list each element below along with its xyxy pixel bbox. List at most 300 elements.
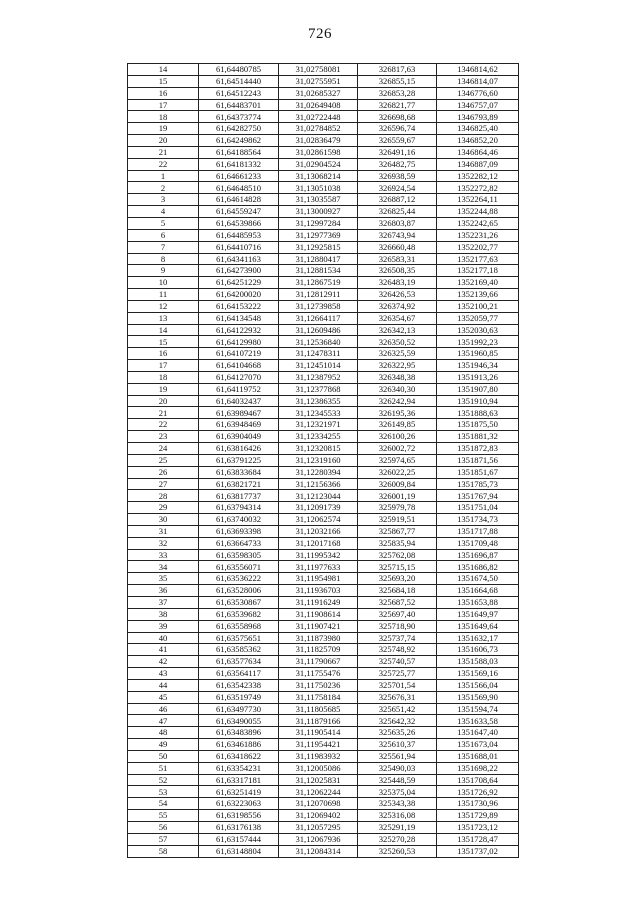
x-coordinate-cell: 325676,31 bbox=[358, 691, 437, 703]
longitude-cell: 31,12867519 bbox=[279, 277, 358, 289]
longitude-cell: 31,11755476 bbox=[279, 668, 358, 680]
x-coordinate-cell: 326743,94 bbox=[358, 229, 437, 241]
table-row bbox=[128, 135, 519, 147]
table-row bbox=[128, 478, 519, 490]
point-number-cell: 41 bbox=[128, 644, 199, 656]
table-row bbox=[128, 774, 519, 786]
y-coordinate-cell: 1351632,17 bbox=[437, 632, 519, 644]
table-row bbox=[128, 786, 519, 798]
longitude-cell: 31,12386355 bbox=[279, 395, 358, 407]
table-row bbox=[128, 253, 519, 265]
y-coordinate-cell: 1351737,02 bbox=[437, 845, 519, 857]
table-row bbox=[128, 99, 519, 111]
y-coordinate-cell: 1351726,92 bbox=[437, 786, 519, 798]
latitude-cell: 61,64251229 bbox=[199, 277, 279, 289]
x-coordinate-cell: 326483,19 bbox=[358, 277, 437, 289]
longitude-cell: 31,12321971 bbox=[279, 419, 358, 431]
y-coordinate-cell: 1352169,40 bbox=[437, 277, 519, 289]
point-number-cell: 30 bbox=[128, 514, 199, 526]
longitude-cell: 31,12025831 bbox=[279, 774, 358, 786]
x-coordinate-cell: 326340,30 bbox=[358, 383, 437, 395]
point-number-cell: 46 bbox=[128, 703, 199, 715]
y-coordinate-cell: 1351649,64 bbox=[437, 620, 519, 632]
table-row bbox=[128, 668, 519, 680]
table-row bbox=[128, 241, 519, 253]
latitude-cell: 61,63577634 bbox=[199, 656, 279, 668]
x-coordinate-cell: 325748,92 bbox=[358, 644, 437, 656]
longitude-cell: 31,12345533 bbox=[279, 407, 358, 419]
y-coordinate-cell: 1351674,50 bbox=[437, 573, 519, 585]
y-coordinate-cell: 1351729,89 bbox=[437, 810, 519, 822]
point-number-cell: 16 bbox=[128, 348, 199, 360]
point-number-cell: 54 bbox=[128, 798, 199, 810]
longitude-cell: 31,12067936 bbox=[279, 833, 358, 845]
table-row bbox=[128, 703, 519, 715]
table-row bbox=[128, 229, 519, 241]
y-coordinate-cell: 1352242,65 bbox=[437, 217, 519, 229]
table-row bbox=[128, 502, 519, 514]
latitude-cell: 61,64661233 bbox=[199, 170, 279, 182]
table-row bbox=[128, 585, 519, 597]
table-row bbox=[128, 324, 519, 336]
longitude-cell: 31,11916249 bbox=[279, 596, 358, 608]
latitude-cell: 61,64539866 bbox=[199, 217, 279, 229]
longitude-cell: 31,12091739 bbox=[279, 502, 358, 514]
point-number-cell: 16 bbox=[128, 87, 199, 99]
y-coordinate-cell: 1346887,09 bbox=[437, 158, 519, 170]
latitude-cell: 61,64127070 bbox=[199, 371, 279, 383]
longitude-cell: 31,02758081 bbox=[279, 64, 358, 76]
x-coordinate-cell: 325684,18 bbox=[358, 585, 437, 597]
coordinates-table-body bbox=[128, 64, 519, 858]
latitude-cell: 61,63791225 bbox=[199, 454, 279, 466]
latitude-cell: 61,63817737 bbox=[199, 490, 279, 502]
latitude-cell: 61,63157444 bbox=[199, 833, 279, 845]
y-coordinate-cell: 1351569,16 bbox=[437, 668, 519, 680]
table-row bbox=[128, 656, 519, 668]
latitude-cell: 61,64480785 bbox=[199, 64, 279, 76]
table-row bbox=[128, 336, 519, 348]
longitude-cell: 31,02649408 bbox=[279, 99, 358, 111]
longitude-cell: 31,11790667 bbox=[279, 656, 358, 668]
latitude-cell: 61,63740032 bbox=[199, 514, 279, 526]
longitude-cell: 31,02755951 bbox=[279, 75, 358, 87]
latitude-cell: 61,63816426 bbox=[199, 443, 279, 455]
longitude-cell: 31,12123044 bbox=[279, 490, 358, 502]
x-coordinate-cell: 326002,72 bbox=[358, 443, 437, 455]
y-coordinate-cell: 1351851,67 bbox=[437, 466, 519, 478]
x-coordinate-cell: 325701,54 bbox=[358, 679, 437, 691]
y-coordinate-cell: 1351673,04 bbox=[437, 739, 519, 751]
x-coordinate-cell: 326322,95 bbox=[358, 360, 437, 372]
point-number-cell: 9 bbox=[128, 265, 199, 277]
y-coordinate-cell: 1346864,46 bbox=[437, 146, 519, 158]
x-coordinate-cell: 325270,28 bbox=[358, 833, 437, 845]
latitude-cell: 61,63833684 bbox=[199, 466, 279, 478]
longitude-cell: 31,13051038 bbox=[279, 182, 358, 194]
x-coordinate-cell: 326022,25 bbox=[358, 466, 437, 478]
point-number-cell: 37 bbox=[128, 596, 199, 608]
point-number-cell: 1 bbox=[128, 170, 199, 182]
latitude-cell: 61,63530867 bbox=[199, 596, 279, 608]
table-row bbox=[128, 691, 519, 703]
y-coordinate-cell: 1352272,82 bbox=[437, 182, 519, 194]
point-number-cell: 3 bbox=[128, 194, 199, 206]
y-coordinate-cell: 1351913,26 bbox=[437, 371, 519, 383]
x-coordinate-cell: 325375,04 bbox=[358, 786, 437, 798]
x-coordinate-cell: 325291,19 bbox=[358, 822, 437, 834]
y-coordinate-cell: 1351653,88 bbox=[437, 596, 519, 608]
point-number-cell: 40 bbox=[128, 632, 199, 644]
y-coordinate-cell: 1352177,18 bbox=[437, 265, 519, 277]
y-coordinate-cell: 1346757,07 bbox=[437, 99, 519, 111]
x-coordinate-cell: 326100,26 bbox=[358, 431, 437, 443]
x-coordinate-cell: 326149,85 bbox=[358, 419, 437, 431]
x-coordinate-cell: 326803,87 bbox=[358, 217, 437, 229]
x-coordinate-cell: 325725,77 bbox=[358, 668, 437, 680]
longitude-cell: 31,12070698 bbox=[279, 798, 358, 810]
table-row bbox=[128, 537, 519, 549]
table-row bbox=[128, 443, 519, 455]
point-number-cell: 42 bbox=[128, 656, 199, 668]
longitude-cell: 31,12084314 bbox=[279, 845, 358, 857]
longitude-cell: 31,12062244 bbox=[279, 786, 358, 798]
point-number-cell: 15 bbox=[128, 336, 199, 348]
point-number-cell: 14 bbox=[128, 324, 199, 336]
table-row bbox=[128, 727, 519, 739]
longitude-cell: 31,02836479 bbox=[279, 135, 358, 147]
longitude-cell: 31,11879166 bbox=[279, 715, 358, 727]
latitude-cell: 61,64648510 bbox=[199, 182, 279, 194]
longitude-cell: 31,12156366 bbox=[279, 478, 358, 490]
latitude-cell: 61,64410716 bbox=[199, 241, 279, 253]
longitude-cell: 31,12977369 bbox=[279, 229, 358, 241]
longitude-cell: 31,13068214 bbox=[279, 170, 358, 182]
x-coordinate-cell: 325448,59 bbox=[358, 774, 437, 786]
table-row bbox=[128, 206, 519, 218]
x-coordinate-cell: 325610,37 bbox=[358, 739, 437, 751]
point-number-cell: 7 bbox=[128, 241, 199, 253]
longitude-cell: 31,12664117 bbox=[279, 312, 358, 324]
x-coordinate-cell: 326583,31 bbox=[358, 253, 437, 265]
y-coordinate-cell: 1351751,04 bbox=[437, 502, 519, 514]
latitude-cell: 61,63564117 bbox=[199, 668, 279, 680]
point-number-cell: 23 bbox=[128, 431, 199, 443]
latitude-cell: 61,63598305 bbox=[199, 549, 279, 561]
y-coordinate-cell: 1346825,40 bbox=[437, 123, 519, 135]
longitude-cell: 31,11954981 bbox=[279, 573, 358, 585]
longitude-cell: 31,12997284 bbox=[279, 217, 358, 229]
x-coordinate-cell: 326821,77 bbox=[358, 99, 437, 111]
table-row bbox=[128, 360, 519, 372]
y-coordinate-cell: 1346776,60 bbox=[437, 87, 519, 99]
point-number-cell: 53 bbox=[128, 786, 199, 798]
y-coordinate-cell: 1351730,96 bbox=[437, 798, 519, 810]
x-coordinate-cell: 326482,75 bbox=[358, 158, 437, 170]
longitude-cell: 31,11873980 bbox=[279, 632, 358, 644]
y-coordinate-cell: 1351992,23 bbox=[437, 336, 519, 348]
table-row bbox=[128, 431, 519, 443]
y-coordinate-cell: 1351910,94 bbox=[437, 395, 519, 407]
y-coordinate-cell: 1351709,48 bbox=[437, 537, 519, 549]
table-row bbox=[128, 573, 519, 585]
longitude-cell: 31,12062574 bbox=[279, 514, 358, 526]
latitude-cell: 61,64188564 bbox=[199, 146, 279, 158]
table-row bbox=[128, 277, 519, 289]
x-coordinate-cell: 325697,40 bbox=[358, 608, 437, 620]
longitude-cell: 31,12005086 bbox=[279, 762, 358, 774]
table-row bbox=[128, 454, 519, 466]
x-coordinate-cell: 326559,67 bbox=[358, 135, 437, 147]
y-coordinate-cell: 1352177,63 bbox=[437, 253, 519, 265]
point-number-cell: 18 bbox=[128, 111, 199, 123]
point-number-cell: 17 bbox=[128, 99, 199, 111]
x-coordinate-cell: 325316,08 bbox=[358, 810, 437, 822]
longitude-cell: 31,12739858 bbox=[279, 300, 358, 312]
table-row bbox=[128, 644, 519, 656]
point-number-cell: 35 bbox=[128, 573, 199, 585]
point-number-cell: 29 bbox=[128, 502, 199, 514]
table-row bbox=[128, 64, 519, 76]
latitude-cell: 61,63176138 bbox=[199, 822, 279, 834]
latitude-cell: 61,63251419 bbox=[199, 786, 279, 798]
table-row bbox=[128, 561, 519, 573]
x-coordinate-cell: 326887,12 bbox=[358, 194, 437, 206]
y-coordinate-cell: 1351734,73 bbox=[437, 514, 519, 526]
y-coordinate-cell: 1346852,20 bbox=[437, 135, 519, 147]
point-number-cell: 2 bbox=[128, 182, 199, 194]
point-number-cell: 33 bbox=[128, 549, 199, 561]
x-coordinate-cell: 326924,54 bbox=[358, 182, 437, 194]
latitude-cell: 61,63542338 bbox=[199, 679, 279, 691]
latitude-cell: 61,64129980 bbox=[199, 336, 279, 348]
table-row bbox=[128, 289, 519, 301]
y-coordinate-cell: 1352139,66 bbox=[437, 289, 519, 301]
longitude-cell: 31,12881534 bbox=[279, 265, 358, 277]
y-coordinate-cell: 1352264,11 bbox=[437, 194, 519, 206]
point-number-cell: 44 bbox=[128, 679, 199, 691]
latitude-cell: 61,64119752 bbox=[199, 383, 279, 395]
table-row bbox=[128, 810, 519, 822]
latitude-cell: 61,63693398 bbox=[199, 525, 279, 537]
y-coordinate-cell: 1351606,73 bbox=[437, 644, 519, 656]
y-coordinate-cell: 1351633,58 bbox=[437, 715, 519, 727]
table-row bbox=[128, 348, 519, 360]
longitude-cell: 31,11758184 bbox=[279, 691, 358, 703]
y-coordinate-cell: 1352231,26 bbox=[437, 229, 519, 241]
table-row bbox=[128, 798, 519, 810]
longitude-cell: 31,11995342 bbox=[279, 549, 358, 561]
point-number-cell: 19 bbox=[128, 383, 199, 395]
point-number-cell: 43 bbox=[128, 668, 199, 680]
latitude-cell: 61,63223063 bbox=[199, 798, 279, 810]
y-coordinate-cell: 1351717,88 bbox=[437, 525, 519, 537]
y-coordinate-cell: 1346814,62 bbox=[437, 64, 519, 76]
point-number-cell: 4 bbox=[128, 206, 199, 218]
longitude-cell: 31,13035587 bbox=[279, 194, 358, 206]
table-row bbox=[128, 300, 519, 312]
point-number-cell: 56 bbox=[128, 822, 199, 834]
point-number-cell: 20 bbox=[128, 395, 199, 407]
x-coordinate-cell: 325635,26 bbox=[358, 727, 437, 739]
table-row bbox=[128, 514, 519, 526]
x-coordinate-cell: 325490,03 bbox=[358, 762, 437, 774]
latitude-cell: 61,64153222 bbox=[199, 300, 279, 312]
x-coordinate-cell: 326817,63 bbox=[358, 64, 437, 76]
table-row bbox=[128, 182, 519, 194]
y-coordinate-cell: 1352244,88 bbox=[437, 206, 519, 218]
point-number-cell: 13 bbox=[128, 312, 199, 324]
point-number-cell: 15 bbox=[128, 75, 199, 87]
y-coordinate-cell: 1351871,56 bbox=[437, 454, 519, 466]
latitude-cell: 61,64122932 bbox=[199, 324, 279, 336]
y-coordinate-cell: 1352100,21 bbox=[437, 300, 519, 312]
x-coordinate-cell: 326354,67 bbox=[358, 312, 437, 324]
x-coordinate-cell: 326325,59 bbox=[358, 348, 437, 360]
table-row bbox=[128, 762, 519, 774]
y-coordinate-cell: 1351723,12 bbox=[437, 822, 519, 834]
table-row bbox=[128, 739, 519, 751]
table-row bbox=[128, 715, 519, 727]
table-row bbox=[128, 419, 519, 431]
latitude-cell: 61,63904049 bbox=[199, 431, 279, 443]
longitude-cell: 31,12334255 bbox=[279, 431, 358, 443]
coordinates-table bbox=[127, 63, 519, 858]
longitude-cell: 31,12377868 bbox=[279, 383, 358, 395]
x-coordinate-cell: 325974,65 bbox=[358, 454, 437, 466]
latitude-cell: 61,64273900 bbox=[199, 265, 279, 277]
x-coordinate-cell: 326855,15 bbox=[358, 75, 437, 87]
point-number-cell: 51 bbox=[128, 762, 199, 774]
latitude-cell: 61,63575651 bbox=[199, 632, 279, 644]
point-number-cell: 39 bbox=[128, 620, 199, 632]
latitude-cell: 61,64181332 bbox=[199, 158, 279, 170]
longitude-cell: 31,12451014 bbox=[279, 360, 358, 372]
point-number-cell: 49 bbox=[128, 739, 199, 751]
point-number-cell: 5 bbox=[128, 217, 199, 229]
y-coordinate-cell: 1351647,40 bbox=[437, 727, 519, 739]
longitude-cell: 31,12320815 bbox=[279, 443, 358, 455]
point-number-cell: 26 bbox=[128, 466, 199, 478]
point-number-cell: 34 bbox=[128, 561, 199, 573]
y-coordinate-cell: 1351875,50 bbox=[437, 419, 519, 431]
latitude-cell: 61,63497730 bbox=[199, 703, 279, 715]
x-coordinate-cell: 326342,13 bbox=[358, 324, 437, 336]
latitude-cell: 61,63483896 bbox=[199, 727, 279, 739]
latitude-cell: 61,63664733 bbox=[199, 537, 279, 549]
latitude-cell: 61,63148804 bbox=[199, 845, 279, 857]
y-coordinate-cell: 1352202,77 bbox=[437, 241, 519, 253]
table-row bbox=[128, 620, 519, 632]
point-number-cell: 28 bbox=[128, 490, 199, 502]
point-number-cell: 36 bbox=[128, 585, 199, 597]
table-row bbox=[128, 525, 519, 537]
longitude-cell: 31,13000927 bbox=[279, 206, 358, 218]
point-number-cell: 32 bbox=[128, 537, 199, 549]
table-row bbox=[128, 822, 519, 834]
x-coordinate-cell: 326853,28 bbox=[358, 87, 437, 99]
latitude-cell: 61,63528006 bbox=[199, 585, 279, 597]
x-coordinate-cell: 326426,53 bbox=[358, 289, 437, 301]
x-coordinate-cell: 325737,74 bbox=[358, 632, 437, 644]
x-coordinate-cell: 325867,77 bbox=[358, 525, 437, 537]
longitude-cell: 31,11825709 bbox=[279, 644, 358, 656]
x-coordinate-cell: 325687,52 bbox=[358, 596, 437, 608]
table-row bbox=[128, 111, 519, 123]
table-row bbox=[128, 549, 519, 561]
point-number-cell: 22 bbox=[128, 419, 199, 431]
table-row bbox=[128, 845, 519, 857]
point-number-cell: 18 bbox=[128, 371, 199, 383]
y-coordinate-cell: 1351785,73 bbox=[437, 478, 519, 490]
x-coordinate-cell: 326508,35 bbox=[358, 265, 437, 277]
x-coordinate-cell: 325919,51 bbox=[358, 514, 437, 526]
y-coordinate-cell: 1351881,32 bbox=[437, 431, 519, 443]
latitude-cell: 61,63821721 bbox=[199, 478, 279, 490]
latitude-cell: 61,63558968 bbox=[199, 620, 279, 632]
longitude-cell: 31,12536840 bbox=[279, 336, 358, 348]
longitude-cell: 31,11983932 bbox=[279, 750, 358, 762]
point-number-cell: 24 bbox=[128, 443, 199, 455]
point-number-cell: 25 bbox=[128, 454, 199, 466]
page-number: 726 bbox=[308, 26, 332, 42]
longitude-cell: 31,02685327 bbox=[279, 87, 358, 99]
latitude-cell: 61,63556071 bbox=[199, 561, 279, 573]
table-row bbox=[128, 146, 519, 158]
table-row bbox=[128, 123, 519, 135]
x-coordinate-cell: 326491,16 bbox=[358, 146, 437, 158]
latitude-cell: 61,64514440 bbox=[199, 75, 279, 87]
x-coordinate-cell: 326825,44 bbox=[358, 206, 437, 218]
point-number-cell: 55 bbox=[128, 810, 199, 822]
table-row bbox=[128, 194, 519, 206]
point-number-cell: 19 bbox=[128, 123, 199, 135]
point-number-cell: 6 bbox=[128, 229, 199, 241]
latitude-cell: 61,64341163 bbox=[199, 253, 279, 265]
y-coordinate-cell: 1351708,64 bbox=[437, 774, 519, 786]
point-number-cell: 12 bbox=[128, 300, 199, 312]
latitude-cell: 61,63539682 bbox=[199, 608, 279, 620]
latitude-cell: 61,63989467 bbox=[199, 407, 279, 419]
longitude-cell: 31,12057295 bbox=[279, 822, 358, 834]
latitude-cell: 61,63519749 bbox=[199, 691, 279, 703]
longitude-cell: 31,12319160 bbox=[279, 454, 358, 466]
x-coordinate-cell: 326242,94 bbox=[358, 395, 437, 407]
table-row bbox=[128, 217, 519, 229]
x-coordinate-cell: 326660,48 bbox=[358, 241, 437, 253]
latitude-cell: 61,64614828 bbox=[199, 194, 279, 206]
x-coordinate-cell: 325740,57 bbox=[358, 656, 437, 668]
latitude-cell: 61,64032437 bbox=[199, 395, 279, 407]
x-coordinate-cell: 325642,32 bbox=[358, 715, 437, 727]
x-coordinate-cell: 325343,38 bbox=[358, 798, 437, 810]
longitude-cell: 31,12609486 bbox=[279, 324, 358, 336]
longitude-cell: 31,12880417 bbox=[279, 253, 358, 265]
table-row bbox=[128, 608, 519, 620]
point-number-cell: 52 bbox=[128, 774, 199, 786]
y-coordinate-cell: 1351566,04 bbox=[437, 679, 519, 691]
y-coordinate-cell: 1351649,97 bbox=[437, 608, 519, 620]
x-coordinate-cell: 325260,53 bbox=[358, 845, 437, 857]
x-coordinate-cell: 325762,08 bbox=[358, 549, 437, 561]
longitude-cell: 31,02722448 bbox=[279, 111, 358, 123]
latitude-cell: 61,64559247 bbox=[199, 206, 279, 218]
x-coordinate-cell: 325715,15 bbox=[358, 561, 437, 573]
point-number-cell: 20 bbox=[128, 135, 199, 147]
x-coordinate-cell: 326348,38 bbox=[358, 371, 437, 383]
table-row bbox=[128, 158, 519, 170]
y-coordinate-cell: 1351696,87 bbox=[437, 549, 519, 561]
